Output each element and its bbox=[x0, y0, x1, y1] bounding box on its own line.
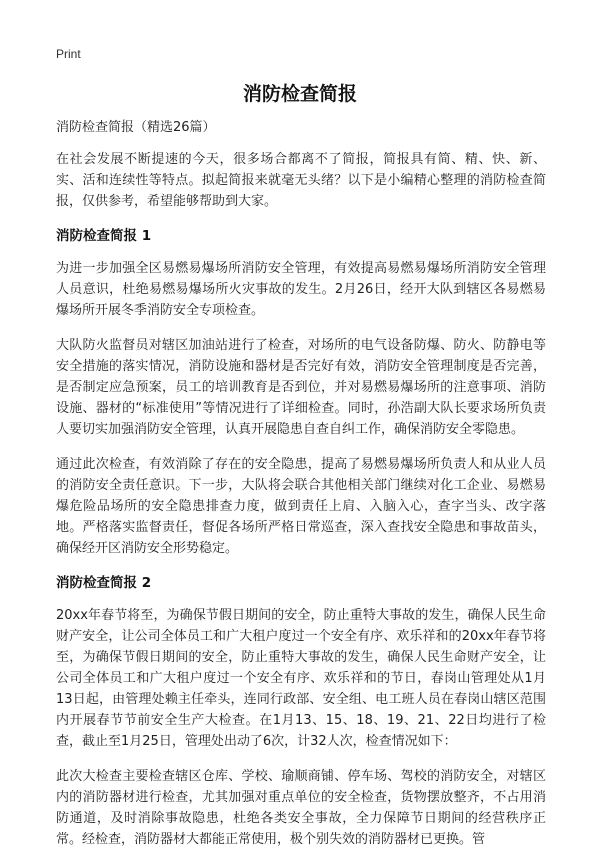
section-heading-2: 消防检查简报 2 bbox=[56, 575, 152, 591]
section-1-paragraph-3: 通过此次检查，有效消除了存在的安全隐患，提高了易燃易爆场所负责人和从业人员的消防安全责任意识。下一步，大队将会联合其他相关部门继续对化工企业、易燃易爆危险品场所的安全隐患排查力度，做到责任上肩、入脑入心，查字当头、改字落地。严格落实监督责任，督促各场所严格日常巡查，深入查找安全隐患和事故苗头，确保经开区消防安全形势稳定。 bbox=[56, 457, 546, 556]
section-heading-1: 消防检查简报 1 bbox=[56, 228, 152, 244]
section-2-paragraph-2: 此次大检查主要检查辖区仓库、学校、瑜顺商铺、停车场、驾校的消防安全，对辖区内的消防器材进行检查，尤其加强对重点单位的安全检查，货物摆放整齐，不占用消防通道，及时消除事故隐患，杜绝各类安全事故，全力保障节日期间的经营秩序正常。经检查，消防器材大都能正常使用，极个别失效的消防器材已更换。管 bbox=[56, 769, 546, 847]
page-title: 消防检查简报 bbox=[242, 83, 357, 105]
print-link[interactable]: Print bbox=[56, 47, 81, 61]
section-2-paragraph-1: 20xx年春节将至，为确保节假日期间的安全，防止重特大事故的发生，确保人民生命财产安全，让公司全体员工和广大租户度过一个安全有序、欢乐祥和的20xx年春节将至，为确保节假日期间的安全，防止重特大事故的发生，确保人民生命财产安全，让公司全体员工和广大租户度过一个安全有序、欢乐祥和的节日，春岗山管理处从1月13日起，由管理处赖主任牵头，连同行政部、安全组、电工班人员在春岗山辖区范围内开展春节节前安全生产大检查。在1月13、15、18、19、21、22日均进行了检查，截止至1月25日，管理处出动了6次，计32人次，检查情况如下： bbox=[56, 608, 546, 749]
intro-paragraph: 在社会发展不断提速的今天，很多场合都离不了简报，简报具有简、精、快、新、实、活和连续性等特点。拟起简报来就毫无头绪？以下是小编精心整理的消防检查简报，仅供参考，希望能够帮助到大家。 bbox=[56, 152, 546, 209]
document-subtitle: 消防检查简报（精选26篇） bbox=[56, 120, 216, 135]
section-1-paragraph-2: 大队防火监督员对辖区加油站进行了检查，对场所的电气设备防爆、防火、防静电等安全措施的落实情况，消防设施和器材是否完好有效，消防安全管理制度是否完善，是否制定应急预案，员工的培训教育是否到位，并对易燃易爆场所的注意事项、消防设施、器材的“标准使用”等情况进行了详细检查。同时，孙浩副大队长要求场所负责人要切实加强消防安全管理，认真开展隐患自查自纠工作，确保消防安全零隐患。 bbox=[56, 338, 546, 437]
document-body bbox=[56, 118, 546, 864]
section-1-paragraph-1: 为进一步加强全区易燃易爆场所消防安全管理，有效提高易燃易爆场所消防安全管理人员意识，杜绝易燃易爆场所火灾事故的发生。2月26日，经开大队到辖区各易燃易爆场所开展冬季消防安全专项检查。 bbox=[56, 261, 546, 318]
